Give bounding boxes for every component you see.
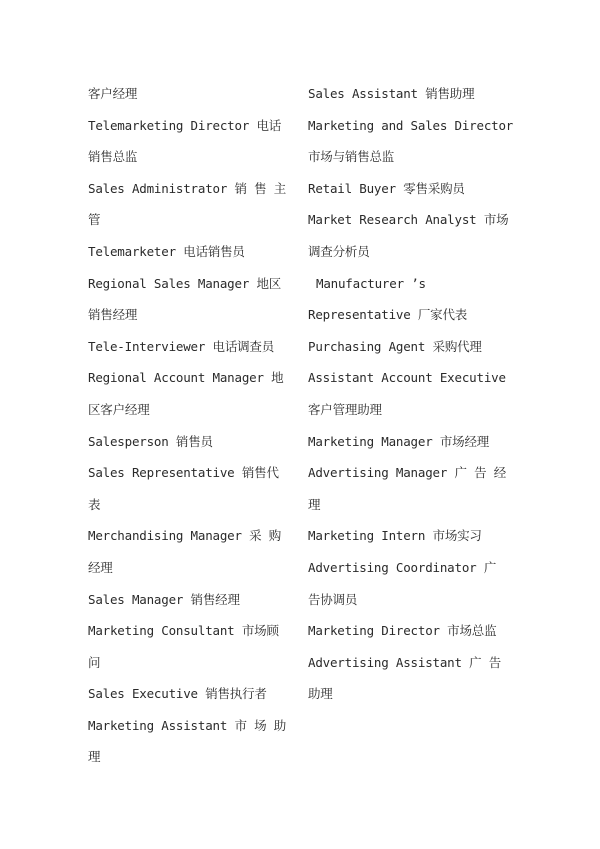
text-line: Regional Sales Manager 地区 (88, 275, 282, 291)
text-line: Assistant Account Executive (308, 370, 506, 386)
text-line: Advertising Coordinator 广 (308, 559, 497, 575)
text-line: Sales Representative 销售代 (88, 465, 279, 481)
text-line: Marketing Assistant 市 场 助 (88, 717, 287, 733)
text-line: 客户管理助理 (308, 401, 382, 417)
text-line: Sales Executive 销售执行者 (88, 686, 267, 702)
text-line: Marketing Manager 市场经理 (308, 433, 490, 449)
text-line: 销售经理 (88, 307, 138, 323)
text-line: 问 (88, 654, 101, 670)
text-line: Marketing and Sales Director (308, 117, 514, 133)
text-line: 告协调员 (308, 591, 358, 607)
left-column (88, 78, 293, 773)
text-line: Telemarketer 电话销售员 (88, 243, 245, 259)
text-line: 经理 (88, 559, 113, 575)
text-line: 客户经理 (88, 86, 138, 101)
text-line: 管 (88, 212, 101, 228)
text-line: Tele-Interviewer 电话调查员 (88, 338, 275, 354)
text-line: 市场与销售总监 (308, 149, 395, 165)
text-line: Representative 厂家代表 (308, 307, 468, 323)
text-line: Retail Buyer 零售采购员 (308, 180, 465, 196)
text-line: 调查分析员 (308, 243, 370, 259)
text-line: Merchandising Manager 采 购 (88, 528, 282, 544)
text-line: Sales Assistant 销售助理 (308, 86, 475, 101)
text-line: Salesperson 销售员 (88, 433, 213, 449)
text-line: Manufacturer ’s (316, 275, 426, 291)
text-line: 销售总监 (88, 149, 138, 165)
text-line: Purchasing Agent 采购代理 (308, 338, 482, 354)
text-line: 理 (308, 496, 321, 512)
text-line: Marketing Director 市场总监 (308, 623, 497, 639)
right-column (308, 78, 518, 710)
text-line: Marketing Consultant 市场顾 (88, 623, 279, 639)
text-line: Sales Manager 销售经理 (88, 591, 240, 607)
text-line: 表 (88, 496, 101, 512)
text-line: Marketing Intern 市场实习 (308, 528, 482, 544)
text-line: 助理 (308, 686, 333, 702)
text-line: 区客户经理 (88, 401, 150, 417)
text-line: Advertising Manager 广 告 经 (308, 465, 507, 481)
text-line: 理 (88, 749, 101, 765)
text-line: Sales Administrator 销 售 主 (88, 180, 287, 196)
text-line: Regional Account Manager 地 (88, 370, 284, 386)
text-line: Advertising Assistant 广 告 (308, 654, 502, 670)
text-line: Market Research Analyst 市场 (308, 212, 509, 228)
text-line: Telemarketing Director 电话 (88, 117, 282, 133)
